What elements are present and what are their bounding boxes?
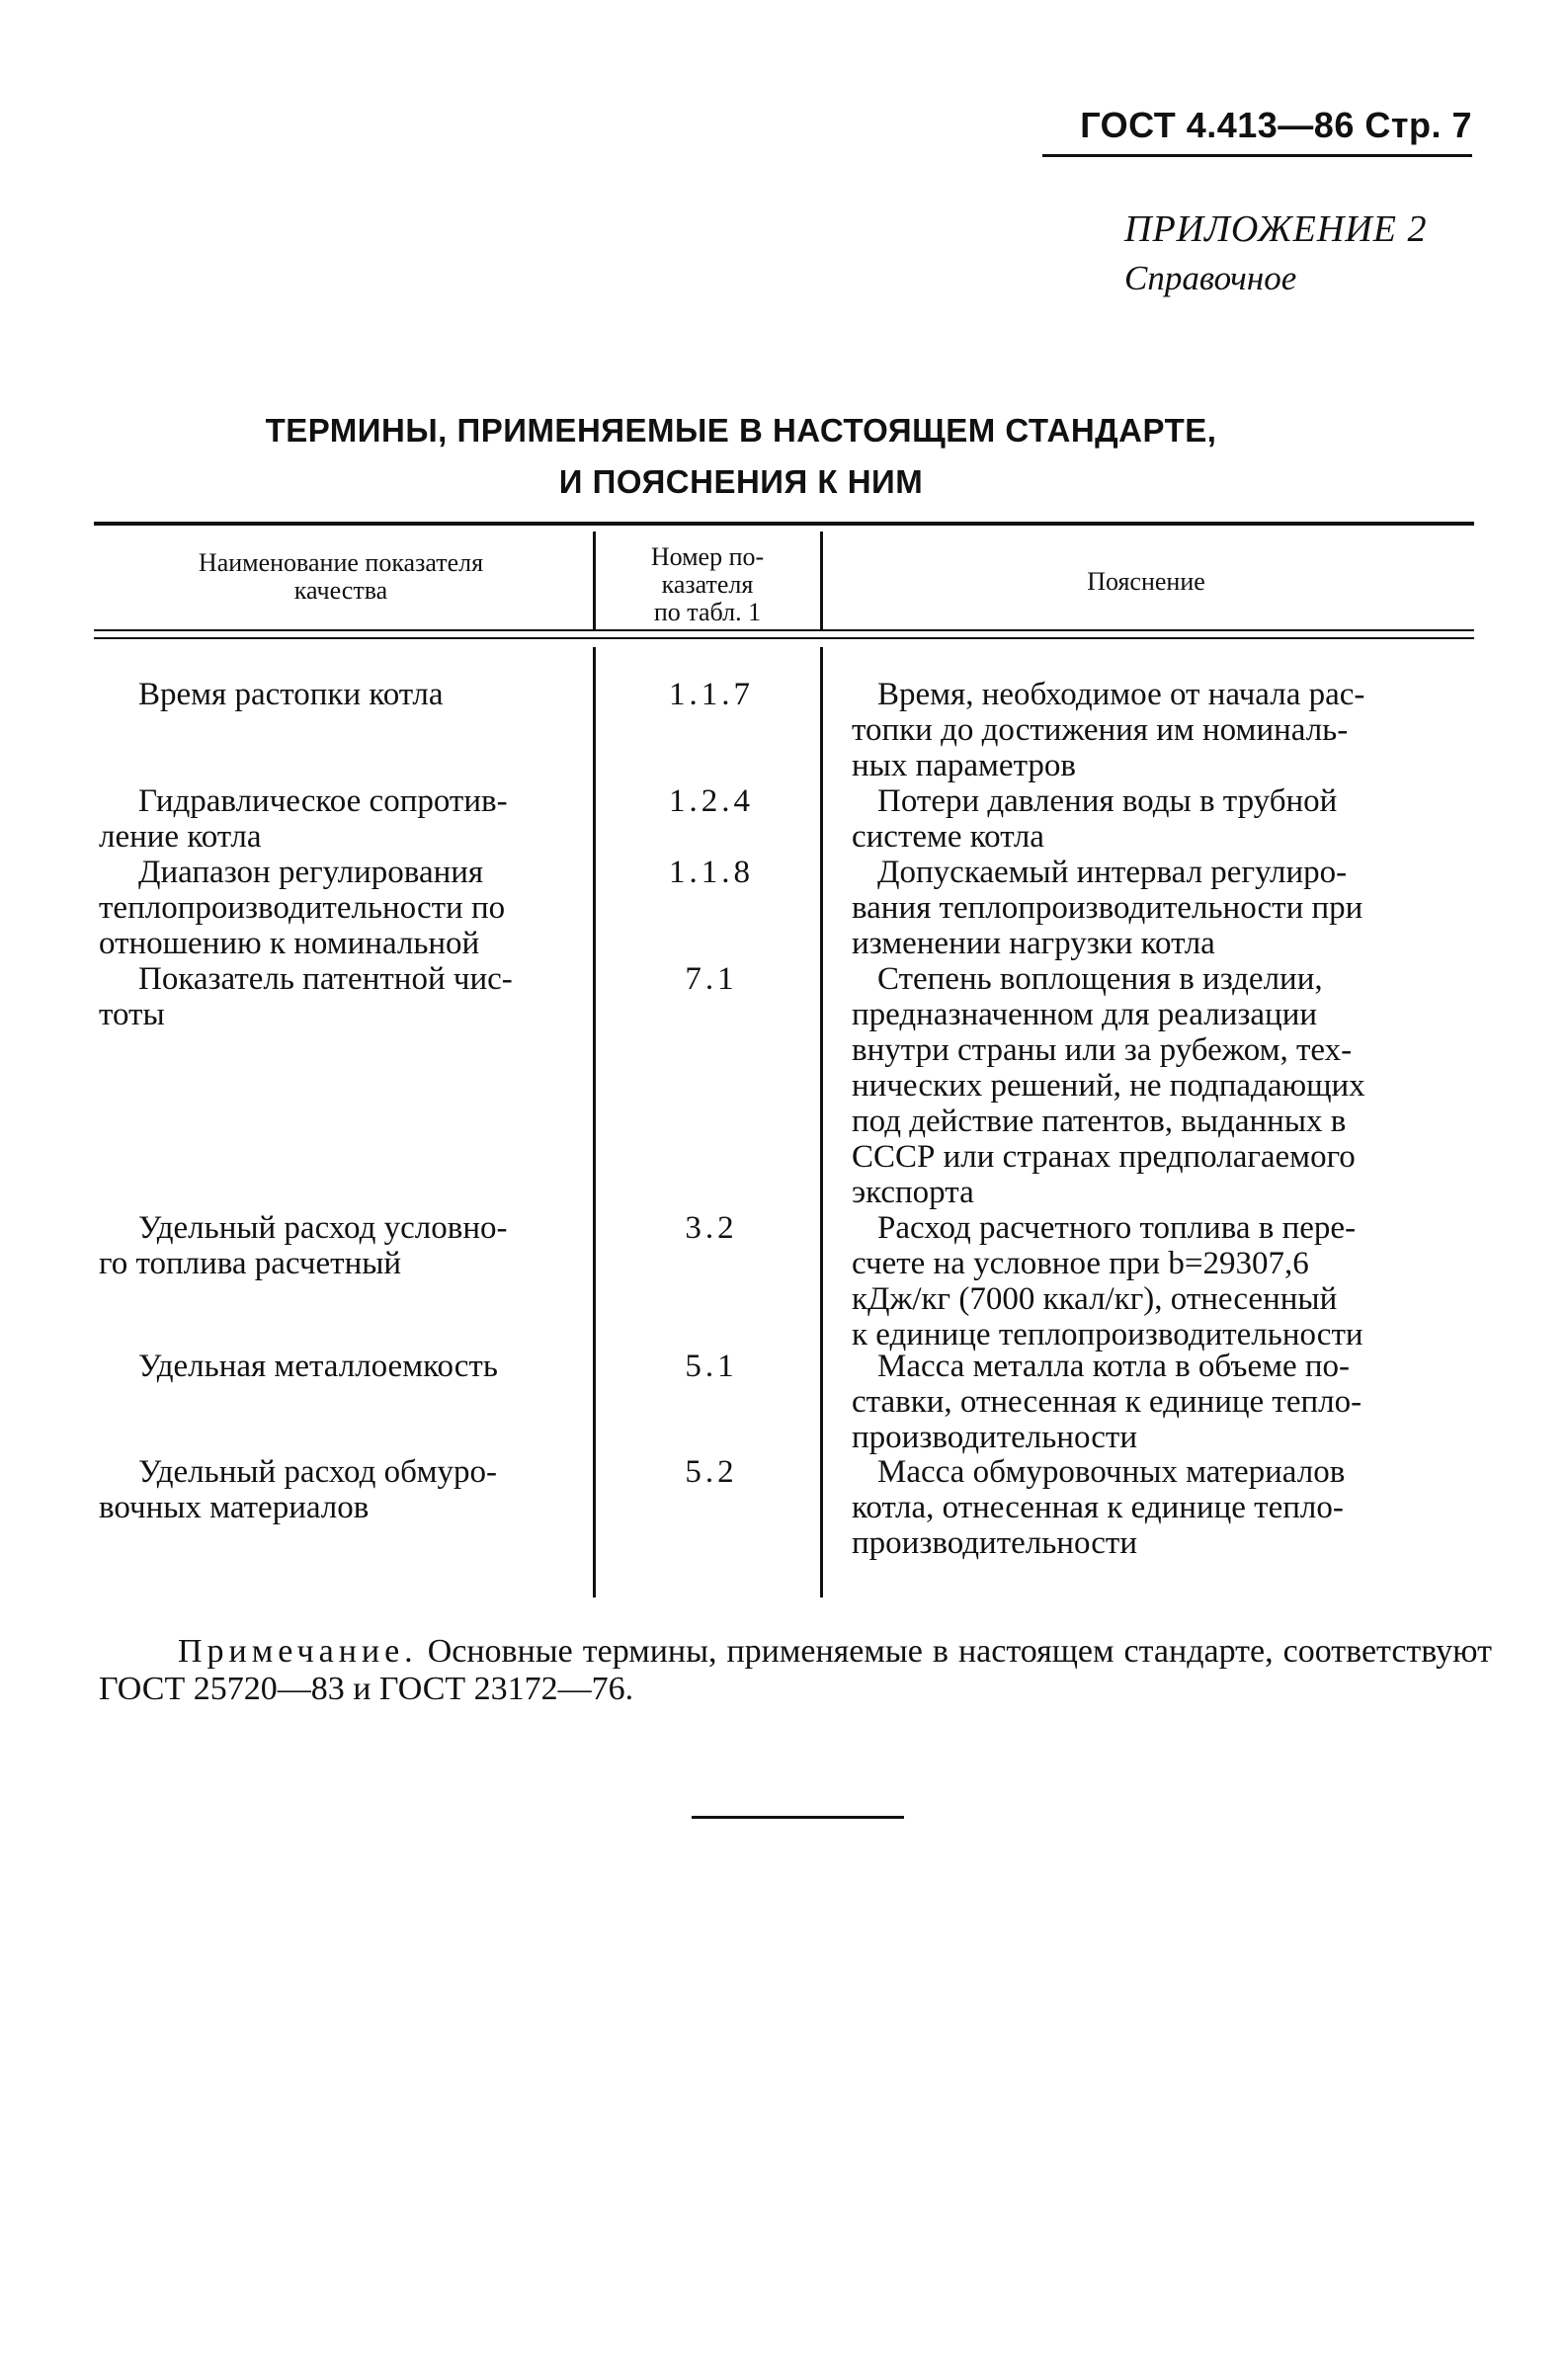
row-1-number: 1.1.7 [669,677,754,712]
column-divider-1 [593,532,596,629]
header-explanation-column: Пояснение [1087,567,1205,596]
row-5-number: 3.2 [685,1210,738,1246]
row-2-explanation: Потери давления воды в трубной системе котла [852,783,1338,855]
header-name-column: Наименование показателя качества [198,548,484,605]
column-divider-2 [820,532,823,629]
row-5-explanation: Расход расчетного топлива в пере- счете на условное при b=29307,6 кДж/кг (7000 ккал/кг), отнесенный к единице теплопроизводительности [852,1210,1363,1352]
running-head: ГОСТ 4.413—86 Стр. 7 [1080,105,1472,145]
column-divider-2-body [820,647,823,1597]
row-6-explanation: Масса металла котла в объеме по- ставки, отнесенная к единице тепло- производительности [852,1349,1362,1455]
note-text: Основные термины, применяемые в настоящем стандарте, соответствуют ГОСТ 25720—83 и ГОСТ 23172—76. [99,1633,1492,1707]
title-line-2: И ПОЯСНЕНИЯ К НИМ [558,463,924,500]
table-header-rule-1 [94,629,1474,631]
row-3-name: Диапазон регулирования теплопроизводительности по отношению к номинальной [99,855,506,961]
row-4-name: Показатель патентной чис- тоты [99,961,513,1032]
row-2-name: Гидравлическое сопротив- ление котла [99,783,508,855]
row-6-number: 5.1 [685,1349,738,1384]
row-7-explanation: Масса обмуровочных материалов котла, отнесенная к единице тепло- производительности [852,1454,1346,1561]
header-rule [1042,154,1472,157]
appendix-label: ПРИЛОЖЕНИЕ 2 [1124,208,1428,250]
row-1-explanation: Время, необходимое от начала рас- топки до достижения им номиналь- ных параметров [852,677,1365,783]
row-4-explanation: Степень воплощения в изделии, предназначенном для реализации внутри страны или за рубежом, тех- нических решений, не подпадающих под действие патентов, выданных в СССР или странах предполагаемого экспорта [852,961,1365,1210]
row-4-number: 7.1 [685,961,738,997]
page-title [198,405,1284,508]
row-3-explanation: Допускаемый интервал регулиро- вания теплопроизводительности при изменении нагрузки котла [852,855,1363,961]
row-6-name: Удельная металлоемкость [138,1349,498,1384]
table-header-rule-2 [94,637,1474,639]
row-7-number: 5.2 [685,1454,738,1490]
row-3-number: 1.1.8 [669,855,754,890]
row-5-name: Удельный расход условно- го топлива расчетный [99,1210,508,1281]
appendix-subtitle: Справочное [1124,259,1297,297]
title-line-1: ТЕРМИНЫ, ПРИМЕНЯЕМЫЕ В НАСТОЯЩЕМ СТАНДАРТЕ, [265,412,1217,449]
end-rule [692,1816,904,1819]
row-1-name: Время растопки котла [138,677,444,712]
row-2-number: 1.2.4 [669,783,754,819]
header-number-column: Номер по- казателя по табл. 1 [650,542,765,626]
row-7-name: Удельный расход обмуро- вочных материалов [99,1454,497,1525]
column-divider-1-body [593,647,596,1597]
note-label: Примечание. [178,1633,418,1670]
footnote [99,1633,1492,1708]
table-top-rule [94,522,1474,526]
